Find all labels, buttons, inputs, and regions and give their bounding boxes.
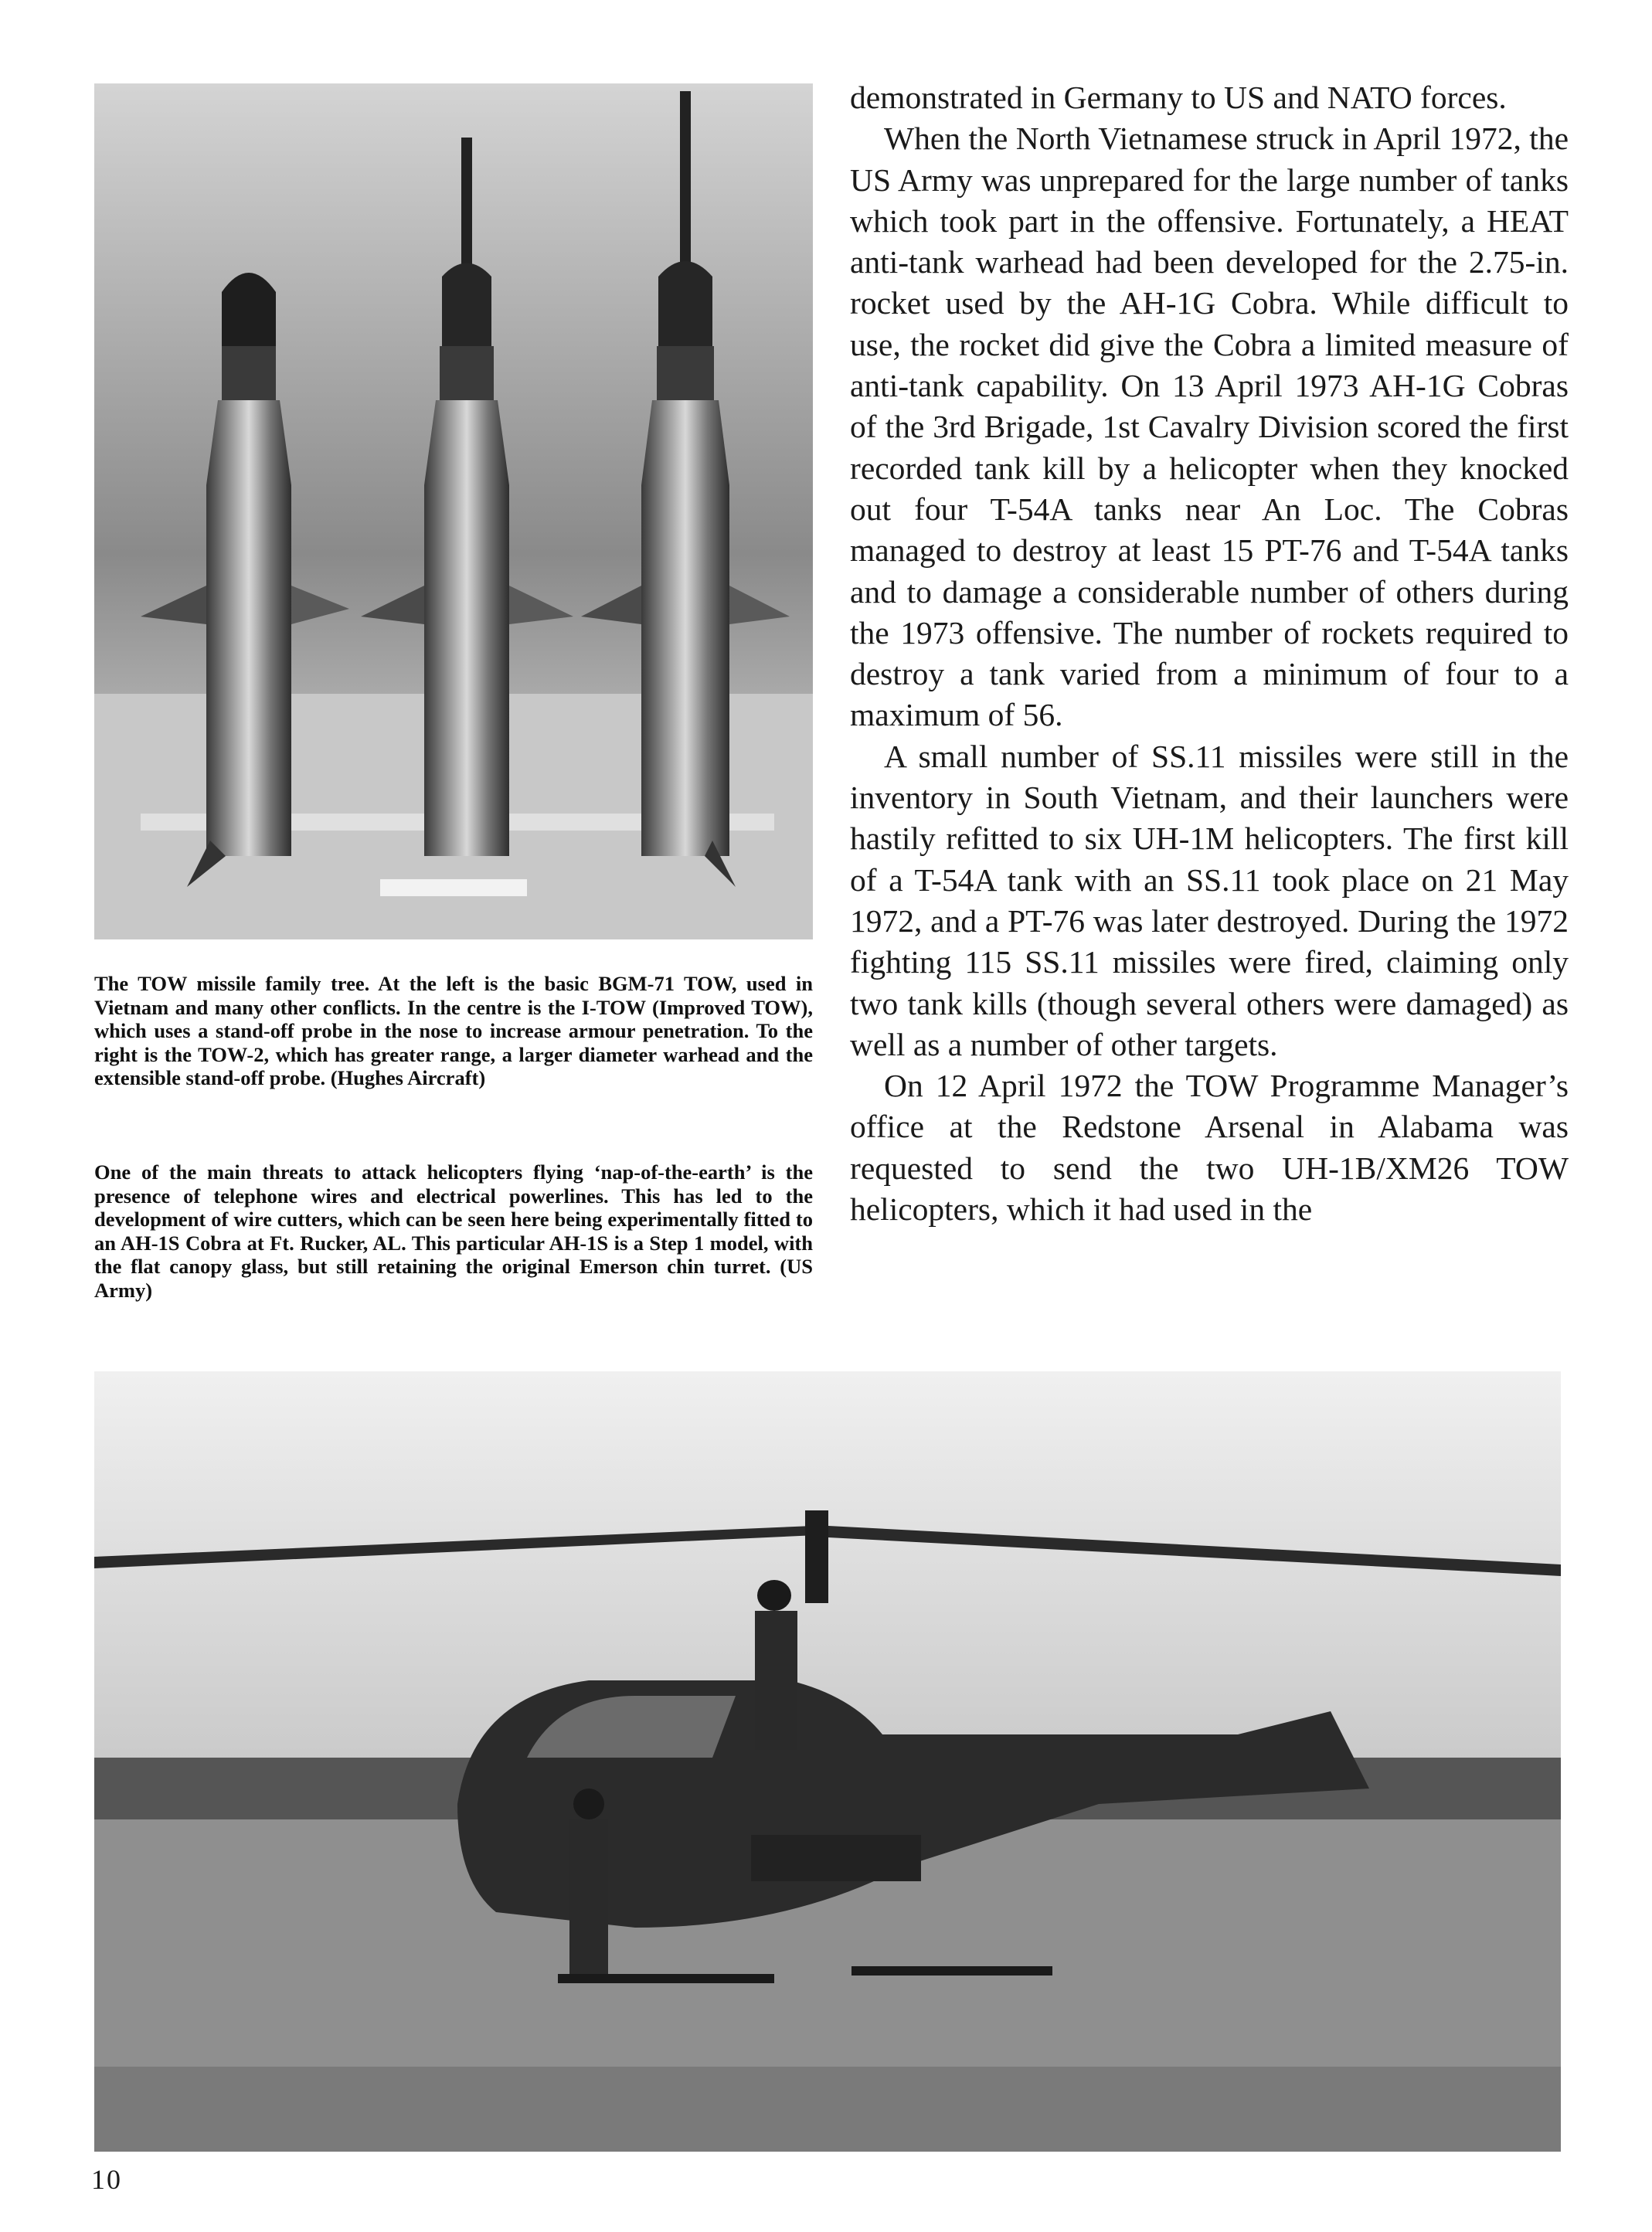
body-paragraph: On 12 April 1972 the TOW Programme Manager’s office at the Redstone Arsenal in Alabama was requested to send the two UH-1B/XM26 TOW helicopters, which it had used in the (850, 1068, 1569, 1228)
body-paragraph: demonstrated in Germany to US and NATO forces. (850, 80, 1507, 115)
missile-photo-caption: The TOW missile family tree. At the left is the basic BGM-71 TOW, used in Vietnam and many other conflicts. In the centre is the I-TOW (Improved TOW), which uses a stand-off probe in the nose to increase armour penetration. To the right is the TOW-2, which has greater range, a larger diameter warhead and the extensible stand-off probe. (Hughes Aircraft) (94, 972, 813, 1089)
tow-missiles-photo (94, 83, 813, 939)
body-text-column (850, 77, 1569, 1230)
helicopter-photo-caption: One of the main threats to attack helicopters flying ‘nap-of-the-earth’ is the presence of telephone wires and electrical powerlines. This has led to the development of wire cutters, which can be seen here being experimentally fitted to an AH-1S Cobra at Ft. Rucker, AL. This particular AH-1S is a Step 1 model, with the flat canopy glass, but still retaining the original Emerson chin turret. (US Army) (94, 1160, 813, 1302)
body-paragraph: When the North Vietnamese struck in April 1972, the US Army was unprepared for the large number of tanks which took part in the offensive. Fortunately, a HEAT anti-tank warhead had been developed for the 2.75-in. rocket used by the AH-1G Cobra. While difficult to use, the rocket did give the Cobra a limited measure of anti-tank capability. On 13 April 1973 AH-1G Cobras of the 3rd Brigade, 1st Cavalry Division scored the first recorded tank kill by a helicopter when they knocked out four T-54A tanks near An Loc. The Cobras managed to destroy at least 15 PT-76 and T-54A tanks and to damage a considerable number of others during the 1973 offensive. The number of rockets required to destroy a tank varied from a minimum of four to a maximum of 56. (850, 121, 1569, 733)
cobra-helicopter-photo (94, 1371, 1561, 2152)
page-number: 10 (91, 2164, 122, 2195)
body-paragraph: A small number of SS.11 missiles were still in the inventory in South Vietnam, and their launchers were hastily refitted to six UH-1M helicopters. The first kill of a T-54A tank with an SS.11 took place on 21 May 1972, and a PT-76 was later destroyed. During the 1972 fighting 115 SS.11 missiles were fired, claiming only two tank kills (though several others were damaged) as well as a number of other targets. (850, 738, 1569, 1062)
